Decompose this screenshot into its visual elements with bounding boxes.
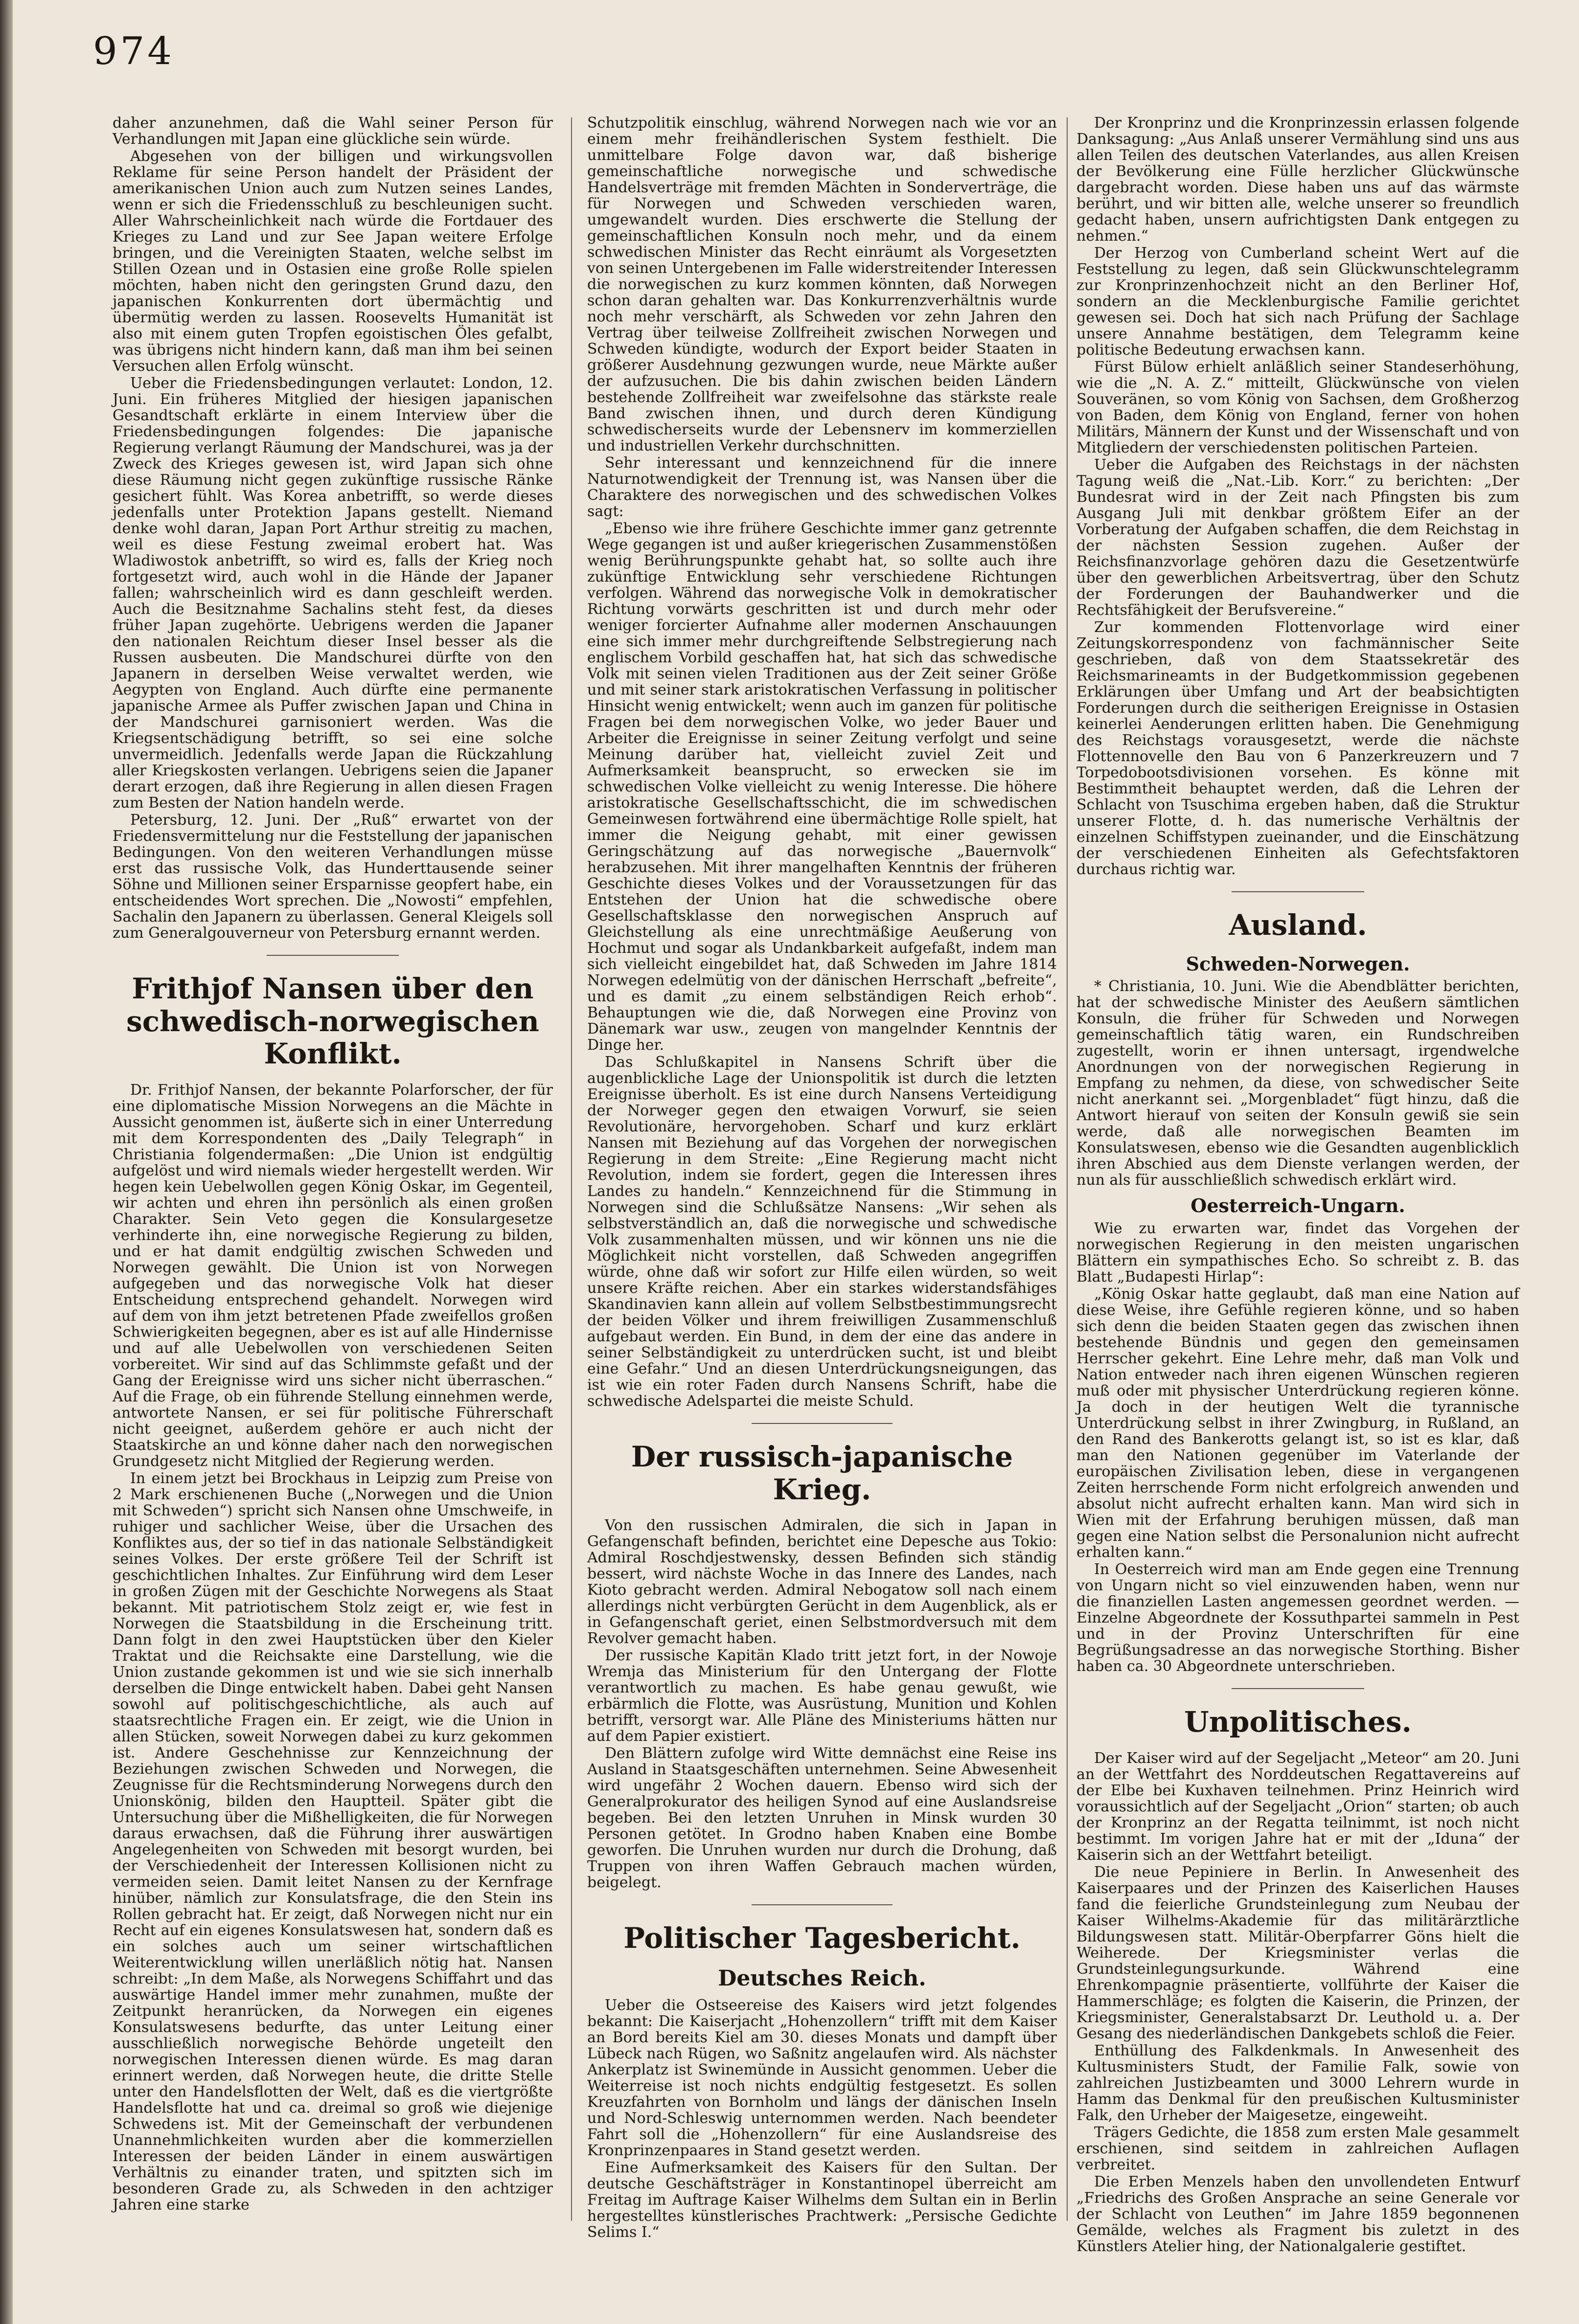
article-paragraph: Dr. Frithjof Nansen, der bekannte Polarforscher, der für eine diplomatische Mission Norwegens an die Mächte in Aussicht genommen ist, äußerte sich in einer Unterredung mit dem Korrespondenten des „Daily Telegraph“ in Christiania folgendermaßen: „Die Union ist endgültig aufgelöst und wird niemals wieder hergestellt werden. Wir hegen kein Uebelwollen gegen König Oskar, im Gegenteil, wir achten und ehren ihn persönlich als einen großen Charakter. Sein Veto gegen die Konsulargesetze verhinderte ihn, eine norwegische Regierung zu bilden, und er hat damit endgültig zwischen Schweden und Norwegen gewählt. Die Union ist von Norwegen aufgegeben und das norwegische Volk hat dieser Entscheidung entsprechend gehandelt. Norwegen wird auf dem von ihm jetzt betretenen Pfade zweifellos großen Schwierigkeiten begegnen, aber es ist auf alle Hindernisse und auf alle Uebelwollen von verschiedenen Seiten vorbereitet. Wir sind auf das Schlimmste gefaßt und der Gang der Ereignisse wird uns sicher nicht überraschen.“ Auf die Frage, ob ein führende Stellung einnehmen werde, antwortete Nansen, er sei für politische Führerschaft nicht geeignet, außerdem gehöre er auch nicht der Staatskirche an und könne daher nach den norwegischen Grundgesetz nicht Mitglied der Regierung werden. <box>113 1082 553 1470</box>
article-paragraph: Trägers Gedichte, die 1858 zum ersten Male gesammelt erschienen, sind seitdem in zahlreichen Auflagen verbreitet. <box>1076 2123 1519 2173</box>
column-rule-2 <box>1067 117 1068 2221</box>
article-paragraph: „Ebenso wie ihre frühere Geschichte immer ganz getrennte Wege gegangen ist und außer kriegerischen Zusammenstößen wenig Berührungspunkte gehabt hat, so sollte auch ihre zukünftige Entwicklung sehr verschiedene Richtungen verfolgen. Während das norwegische Volk in demokratischer Richtung vorwärts geschritten ist und durch mehr oder weniger forcierter Aufnahme aller modernen Anschauungen eine sich immer mehr durchgreiftende Selbstregierung nach englischem Vorbild geschaffen hat, hat sich das schwedische Volk mit seinen vielen Traditionen aus der Zeit seiner Größe und mit seiner stark aristokratischen Verfassung in politischer Hinsicht wenig entwickelt; wenn auch im ganzen für politische Fragen bei dem norwegischen Volke, wo jeder Bauer und Arbeiter die Ereignisse in seiner Zeitung verfolgt und seine Meinung darüber hat, vielleicht zuviel Zeit und Aufmerksamkeit beansprucht, so erwecken sie im schwedischen Volke vielleicht zu wenig Interesse. Die höhere aristokratische Gesellschaftsschicht, die im schwedischen Gemeinwesen fortwährend eine übermächtige Rolle spielt, hat immer die Neigung gehabt, mit einer gewissen Geringschätzung auf das norwegische „Bauernvolk“ herabzusehen. Mit ihrer mangelhaften Kenntnis der früheren Geschichte dieses Volkes und der Voraussetzungen für das Entstehen der Union hat die schwedische obere Gesellschaftsklasse den norwegischen Anspruch auf Gleichstellung als eine unrechtmäßige Aeußerung von Hochmut und sogar als Undankbarkeit aufgefaßt, indem man sich vielleicht eingebildet hat, daß Schweden im Jahre 1814 Norwegen edelmütig von der dänischen Herrschaft „befreite“, und es damit „zu einem selbständigen Reich erhob“. Behauptungen wie die, daß Norwegen eine Provinz von Dänemark war usw., zeugen von mangelnder Kenntnis der Dinge her. <box>587 520 1057 1054</box>
article-paragraph: Der Kronprinz und die Kronprinzessin erlassen folgende Danksagung: „Aus Anlaß unserer Vermählung sind uns aus allen Teilen des deutschen Vaterlandes, aus allen Kreisen der Bevölkerung eine Fülle herzlicher Glückwünsche dargebracht worden. Diese haben uns auf das wärmste berührt, und wir bitten alle, welche unserer so freundlich gedacht haben, unsern aufrichtigsten Dank entgegen zu nehmen.“ <box>1076 114 1519 245</box>
section-heading: Politischer Tagesbericht. <box>623 1921 1021 1955</box>
article-paragraph: Der Herzog von Cumberland scheint Wert auf die Feststellung zu legen, daß sein Glückwunschtelegramm zur Kronprinzenhochzeit nicht an den Berliner Hof, sondern an die Mecklenburgische Familie gerichtet gewesen sei. Doch hat sich nach Prüfung der Sachlage unsere Annahme bestätigen, dem Telegramm keine politische Bedeutung erwachsen kann. <box>1076 245 1519 359</box>
page-binding-edge <box>0 0 13 2324</box>
section-separator <box>1232 891 1365 892</box>
column-rule-1 <box>571 117 572 2221</box>
column-1 <box>113 115 553 2214</box>
article-paragraph: Der Kaiser wird auf der Segeljacht „Meteor“ am 20. Juni an der Wettfahrt des Norddeutschen Regattavereins auf der Elbe bei Kuxhaven teilnehmen. Prinz Heinrich wird voraussichtlich auf der Segeljacht „Orion“ starten; ob auch der Kronprinz an der Regatta teilnimmt, ist noch nicht bestimmt. Im vorigen Jahre hat er mit der „Iduna“ der Kaiserin sich an der Wettfahrt beteiligt. <box>1076 1749 1519 1864</box>
article-paragraph: Der russische Kapitän Klado tritt jetzt fort, in der Nowoje Wremja das Ministerium für den Untergang der Flotte verantwortlich zu machen. Es habe genau gewußt, wie erbärmlich die Flotte, was Ausrüstung, Munition und Kohlen betrifft, versorgt war. Alle Pläne des Ministeriums hätten nur auf dem Papier existiert. <box>587 1647 1057 1745</box>
article-paragraph: Ueber die Aufgaben des Reichstags in der nächsten Tagung weiß die „Nat.-Lib. Korr.“ zu berichten: „Der Bundesrat wird in der Zeit nach Pfingsten bis zum Ausgang Juli mit denkbar größtem Eifer an der Vorberatung der Aufgaben schaffen, die dem Reichstag in der nächsten Session zugehen. Außer der Reichsfinanzvorlage gehören dazu die Gesetzentwürfe über den gewerblichen Arbeitsvertrag, über den Schutz der Forderungen der Bauhandwerker und die Rechtsfähigkeit der Berufsvereine.“ <box>1076 456 1519 619</box>
column-2 <box>587 115 1057 2241</box>
article-paragraph: Eine Aufmerksamkeit des Kaisers für den Sultan. Der deutsche Geschäftsträger in Konstantinopel überreicht am Freitag im Auftrage Kaiser Wilhelms dem Sultan ein in Berlin hergestelltes künstlerisches Prachtwerk: „Persische Gedichte Selims I.“ <box>587 2159 1057 2241</box>
section-separator <box>752 1423 892 1424</box>
article-paragraph: Das Schlußkapitel in Nansens Schrift über die augenblickliche Lage der Unionspolitik ist durch die letzten Ereignisse überholt. Es ist eine durch Nansens Verteidigung der Norweger gegen den etwaigen Vorwurf, sie seien Revolutionäre, hervorgehoben. Scharf und kurz erklärt Nansen mit Beziehung auf das Vorgehen der norwegischen Regierung in dem Streite: „Eine Regierung macht nicht Revolution, indem sie fordert, gegen die Interessen ihres Landes zu handeln.“ Kennzeichnend für die Stimmung in Norwegen sind die Schlußsätze Nansens: „Wir sehen als selbstverständlich an, daß die norwegische und schwedische Volk zusammenhalten müssen, und wir können uns nie die Möglichkeit nicht vorstellen, daß Schweden angegriffen würde, ohne daß wir sofort zur Hilfe eilen würden, so weit unsere Kräfte reichen. Aber ein starkes widerstandsfähiges Skandinavien kann allein auf vollem Selbstbestimmungsrecht der beiden Völker und ihrem freiwilligen Zusammenschluß aufgebaut werden. Ein Bund, in dem der eine das andere in seiner Selbständigkeit zu unterdrücken sucht, ist und bleibt eine Gefahr.“ Und an diesen Unterdrückungsneigungen, das ist wie ein roter Faden durch Nansens Schrift, habe die schwedische Adelspartei die meiste Schuld. <box>587 1054 1057 1410</box>
section-heading: Frithjof Nansen über den schwedisch-norwegischen Konflikt. <box>126 972 539 1071</box>
article-paragraph: Den Blättern zufolge wird Witte demnächst eine Reise ins Ausland in Staatsgeschäften unternehmen. Seine Abwesenheit wird ungefähr 2 Wochen dauern. Ebenso wird sich der Generalprokurator des heiligen Synod auf eine Auslandsreise begeben. Bei den letzten Unruhen in Minsk wurden 30 Personen getötet. In Grodno haben Knaben eine Bombe geworfen. Die Unruhen wurden nur durch die Drohung, daß Truppen von ihren Waffen Gebrauch machen würden, beigelegt. <box>587 1745 1057 1892</box>
page-number: 974 <box>93 29 175 73</box>
section-heading: Deutsches Reich. <box>718 1966 926 1991</box>
article-paragraph: daher anzunehmen, daß die Wahl seiner Person für Verhandlungen mit Japan eine glückliche sein würde. <box>113 114 553 148</box>
section-separator <box>267 955 399 956</box>
section-heading: Oesterreich-Ungarn. <box>1190 1195 1405 1217</box>
article-paragraph: Von den russischen Admiralen, die sich in Japan in Gefangenschaft befinden, berichtet eine Depesche aus Tokio: Admiral Roschdjestwensky, dessen Befinden sich ständig bessert, wird nächste Woche in das Innere des Landes, nach Kioto gebracht werden. Admiral Nebogatow soll nach einem allerdings nicht verbürgten Gerücht in dem Augenblick, als er in Gefangenschaft geriet, einen Selbstmordversuch mit dem Revolver gemacht haben. <box>587 1517 1057 1647</box>
section-heading: Schweden-Norwegen. <box>1186 952 1410 975</box>
article-paragraph: In Oesterreich wird man am Ende gegen eine Trennung von Ungarn nicht so viel einzuwenden haben, wenn nur die finanziellen Lasten angemessen geordnet werden. — Einzelne Abgeordnete der Kossuthpartei sammeln in Pest und in der Provinz Unterschriften für eine Begrüßungsadresse an das norwegische Storthing. Bisher haben ca. 30 Abgeordnete unterschrieben. <box>1076 1561 1519 1675</box>
section-separator <box>752 1904 892 1905</box>
article-paragraph: * Christiania, 10. Juni. Wie die Abendblätter berichten, hat der schwedische Minister des Aeußern sämtlichen Konsuln, die früher für Schweden und Norwegen gemeinschaftlich tätig waren, ein Rundschreiben zugestellt, worin er ihnen untersagt, irgendwelche Anordnungen von der norwegischen Regierung in Empfang zu nehmen, da diese, von schwedischer Seite nicht anerkannt sei. „Morgenbladet“ fügt hinzu, daß die Antwort hierauf von seiten der Konsuln gewiß sie sein werde, daß alle norwegischen Beamten im Konsulatswesen, ebenso wie die Gesandten augenblicklich ihren Abschied aus dem Dienste verlangen werden, der nun als für ausschließlich schwedisch erklärt wird. <box>1076 978 1519 1189</box>
column-3 <box>1076 115 1519 2256</box>
article-paragraph: Enthüllung des Falkdenkmals. In Anwesenheit des Kultusministers Studt, der Familie Falk, sowie von zahlreichen Justizbeamten und 3000 Lehrern wurde in Hamm das Denkmal für den preußischen Kultusminister Falk, den Urheber der Maigesetze, eingeweiht. <box>1076 2042 1519 2124</box>
article-paragraph: Sehr interessant und kennzeichnend für die innere Naturnotwendigkeit der Trennung ist, was Nansen über die Charaktere des norwegischen und des schwedischen Volkes sagt: <box>587 454 1057 520</box>
section-heading: Der russisch-japanische Krieg. <box>631 1440 1013 1506</box>
section-separator <box>1232 1688 1365 1689</box>
article-paragraph: In einem jetzt bei Brockhaus in Leipzig zum Preise von 2 Mark erschienenen Buche („Norwegen und die Union mit Schweden“) spricht sich Nansen ohne Umschweife, in ruhiger und sachlicher Weise, über die Ursachen des Konfliktes aus, der so tief in das nationale Selbständigkeit seines Volkes. Der erste größere Teil der Schrift ist geschichtlichen Inhaltes. Zur Einführung wird dem Leser in großen Zügen mit der Geschichte Norwegens als Staat bekannt. Mit patriotischem Stolz zeigt er, wie fest in Norwegen die Staatsbildung in die Erscheinung tritt. Dann folgt in den zwei Hauptstücken über den Kieler Traktat und die Reichsakte eine Darstellung, wie die Union zustande gekommen ist und wie sie sich innerhalb derselben die Dinge entwickelt haben. Dabei geht Nansen sowohl auf politischgeschichtliche, als auch auf staatsrechtliche Fragen ein. Er zeigt, wie die Union in allen Stücken, soweit Norwegen dabei zu kurz gekommen ist. Andere Geschehnisse zur Kennzeichnung der Beziehungen zwischen Schweden und Norwegen, die Zeugnisse für die Rechtsminderung Norwegens durch den Unionskönig, bilden den Hauptteil. Später gibt die Untersuchung über die Mißhelligkeiten, die für Norwegen daraus erwachsen, daß die Führung ihrer auswärtigen Angelegenheiten von Schweden mit besorgt wurden, bei der Verschiedenheit der Interessen Kollisionen nicht zu vermeiden seien. Damit leitet Nansen zu der Kernfrage hinüber, nämlich zur Konsulatsfrage, die den Stein ins Rollen gebracht hat. Er zeigt, daß Norwegen nicht nur ein Recht auf ein eigenes Konsulatswesen hat, sondern daß es ein solches auch um seiner wirtschaftlichen Weiterentwicklung willen unerläßlich nötig hat. Nansen schreibt: „In dem Maße, als Norwegens Schiffahrt und das auswärtige Handel immer mehr zunahmen, mußte der Zeitpunkt heranrücken, da Norwegen ein eigenes Konsulatswesens bedurfte, das unter Leitung einer ausschließlich norwegische Behörde ungeteilt den norwegischen Interessen dienen würde. Es mag daran erinnert werden, daß Norwegen heute, die dritte Stelle unter den Handelsflotten der Welt, daß es die viertgrößte Handelsflotte hat und ca. dreimal so groß wie diejenige Schwedens ist. Mit der Gemeinschaft der verbundenen Unannehmlichkeiten wurden aber die kommerziellen Interessen der beiden Länder in einem auswärtigen Verhältnis zu einander traten, und spitzten sich im besonderen Grade zu, als Schweden in den achtziger Jahren eine starke <box>113 1470 553 2214</box>
article-paragraph: „König Oskar hatte geglaubt, daß man eine Nation auf diese Weise, ihre Gefühle regieren könne, und so haben sich denn die beiden Staaten gegen das zwischen ihnen bestehende Bündnis und gegen den gemeinsamen Herrscher gekehrt. Eine Lehre mehr, daß man Volk und Nation entweder nach ihren eigenen Wünschen regieren muß oder mit physischer Unterdrückung regieren könne. Ja doch in der heutigen Welt die tyrannische Unterdrückung selbst in ihrer Zwingburg, in Rußland, an den Rand des Bankerotts gelangt ist, so ist es klar, daß man den Nationen gegenüber im Vaterlande der europäischen Zivilisation leben, diese in vergangenen Zeiten herrschende Form nicht erfolgreich anwenden und absolut nicht aufrecht erhalten kann. Man wird sich in Wien mit der Erfahrung beruhigen müssen, daß man gegen eine Nation selbst die Personalunion nicht aufrecht erhalten kann.“ <box>1076 1286 1519 1561</box>
article-paragraph: Petersburg, 12. Juni. Der „Ruß“ erwartet von der Friedensvermittelung nur die Feststellung der japanischen Bedingungen. Von den weiteren Verhandlungen müsse erst das russische Volk, das Hunderttausende seiner Söhne und Millionen seiner Ersparnisse geopfert habe, ein entscheidendes Wort sprechen. Die „Nowosti“ empfehlen, Sachalin den Japanern zu überlassen. General Kleigels soll zum Generalgouverneur von Petersburg ernannt werden. <box>113 812 553 942</box>
article-paragraph: Fürst Bülow erhielt anläßlich seiner Standeserhöhung, wie die „N. A. Z.“ mitteilt, Glückwünsche von vielen Souveränen, so vom König von Sachsen, dem Großherzog von Baden, dem König von England, ferner von hohen Militärs, Männern der Kunst und der Wissenschaft und von Mitgliedern der verschiedensten politischen Parteien. <box>1076 359 1519 456</box>
article-paragraph: Wie zu erwarten war, findet das Vorgehen der norwegischen Regierung in den meisten ungarischen Blättern ein sympathisches Echo. So schreibt z. B. das Blatt „Budapesti Hirlap“: <box>1076 1220 1519 1286</box>
article-paragraph: Ueber die Friedensbedingungen verlautet: London, 12. Juni. Ein früheres Mitglied der hiesigen japanischen Gesandtschaft erklärte in einem Interview über die Friedensbedingungen folgendes: Die japanische Regierung verlangt Räumung der Mandschurei, was ja der Zweck des Krieges gewesen ist, wird Japan sich ohne diese Räumung nicht gegen zukünftige russische Ränke gesichert fühlt. Was Korea anbetrifft, so werde dieses jedenfalls unter Protektion Japans gestellt. Niemand denke wohl daran, Japan Port Arthur streitig zu machen, weil es diese Festung zweimal erobert hat. Was Wladiwostok anbetrifft, so wird es, falls der Krieg noch fortgesetzt wird, auch wohl in die Hände der Japaner fallen; wahrscheinlich wird es dann geschleift werden. Auch die Besitznahme Sachalins steht fest, da dieses früher Japan zugehörte. Uebrigens werden die Japaner den nationalen Reichtum dieser Insel besser als die Russen ausbeuten. Die Mandschurei dürfte von den Japanern in derselben Weise verwaltet werden, wie Aegypten von England. Auch dürfte eine permanente japanische Armee als Puffer zwischen Japan und China in der Mandschurei garnisoniert werden. Was die Kriegsentschädigung betrifft, so sei eine solche unvermeidlich. Jedenfalls werde Japan die Rückzahlung aller Kriegskosten verlangen. Uebrigens seien die Japaner derart erzogen, daß ihre Regierung in allen diesen Fragen zum Besten der Nation handeln werde. <box>113 375 553 812</box>
section-heading: Unpolitisches. <box>1184 1705 1412 1739</box>
article-paragraph: Schutzpolitik einschlug, während Norwegen nach wie vor an einem mehr freihändlerischen System festhielt. Die unmittelbare Folge davon war, daß bisherige gemeinschaftliche norwegische und schwedische Handelsverträge mit fremden Mächten in Sonderverträge, die für Norwegen und Schweden verschieden waren, umgewandelt wurden. Dies erschwerte die Stellung der gemeinschaftlichen Konsuln noch mehr, und da einem schwedischen Minister das Recht einräumt als Vorgesetzten von seinen Untergebenen im Falle widerstreitender Interessen die norwegischen zu kurz kommen könnten, daß Norwegen schon daran gehalten war. Das Konkurrenzverhältnis wurde noch mehr verschärft, als Schweden vor zehn Jahren den Vertrag über teilweise Zollfreiheit zwischen Norwegen und Schweden kündigte, wodurch der Export beider Staaten in größerer Ausdehnung gezwungen wurde, neue Märkte außer der aufzusuchen. Die bis dahin zwischen beiden Ländern bestehende Zollfreiheit war zweifelsohne das stärkste reale Band zwischen ihnen, und durch deren Kündigung schwedischerseits wurde der Lebensnerv im kommerziellen und industriellen Verkehr durchschnitten. <box>587 114 1057 454</box>
article-paragraph: Die neue Pepiniere in Berlin. In Anwesenheit des Kaiserpaares und der Prinzen des Kaiserlichen Hauses fand die feierliche Grundsteinlegung zum Neubau der Kaiser Wilhelms-Akademie für das militärärztliche Bildungswesen statt. Militär-Oberpfarrer Göns hielt die Weiherede. Der Kriegsminister verlas die Grundsteinlegungsurkunde. Während eine Ehrenkompagnie präsentierte, vollführte der Kaiser die Hammerschläge; es folgten die Kaiserin, die Prinzen, der Kriegsminister, Generalstabsarzt Dr. Leuthold u. a. Der Gesang des niederländischen Dankgebets schloß die Feier. <box>1076 1863 1519 2042</box>
article-paragraph: Zur kommenden Flottenvorlage wird einer Zeitungskorrespondenz von fachmännischer Seite geschrieben, daß von dem Staatssekretär des Reichsmarineamts in der Budgetkommission gegebenen Erklärungen über Umfang und Art der beabsichtigten Forderungen durch die seitherigen Ereignisse in Ostasien keinerlei Aenderungen erlitten haben. Die Genehmigung des Reichstags vorausgesetzt, werde die nächste Flottennovelle den Bau von 6 Panzerkreuzern und 7 Torpedobootsdivisionen vorsehen. Es könne mit Bestimmtheit behauptet werden, daß die Lehren der Schlacht von Tsuschima ergeben haben, daß die Struktur unserer Flotte, d. h. das numerische Verhältnis der einzelnen Schiffstypen zueinander, und die Einschätzung der verschiedenen Einheiten als Gefechtsfaktoren durchaus richtig war. <box>1076 619 1519 878</box>
section-heading: Ausland. <box>1229 908 1367 942</box>
article-paragraph: Abgesehen von der billigen und wirkungsvollen Reklame für seine Person handelt der Präsident der amerikanischen Union auch zum Nutzen seines Landes, wenn er sich die Friedensschluß zu beschleunigen sucht. Aller Wahrscheinlichkeit nach würde die Fortdauer des Krieges zu Land und zur See Japan weitere Erfolge bringen, und die Vereinigten Staaten, welche selbst im Stillen Ozean und in Ostasien eine große Rolle spielen möchten, haben nicht den geringsten Grund dazu, den japanischen Konkurrenten dort übermächtig und übermütig werden zu lassen. Roosevelts Humanität ist also mit einem guten Tropfen egoistischen Öles gefalbt, was übrigens nicht hindern kann, daß man ihm bei seinen Versuchen allen Erfolg wünscht. <box>113 148 553 375</box>
article-paragraph: Die Erben Menzels haben den unvollendeten Entwurf „Friedrichs des Großen Ansprache an seine Generale vor der Schlacht von Leuthen“ im Jahre 1859 begonnenen Gemälde, welches als Fragment bis zuletzt in des Künstlers Atelier hing, der Nationalgalerie gestiftet. <box>1076 2173 1519 2255</box>
article-paragraph: Ueber die Ostseereise des Kaisers wird jetzt folgendes bekannt: Die Kaiserjacht „Hohenzollern“ trifft mit dem Kaiser an Bord bereits Kiel am 30. dieses Monats und dampft über Lübeck nach Rügen, wo Saßnitz angelaufen wird. Als nächster Ankerplatz ist Swinemünde in Aussicht genommen. Ueber die Weiterreise ist noch nichts endgültig festgesetzt. Es sollen Kreuzfahrten von Bornholm und längs der dänischen Inseln und Nord-Schleswig unternommen werden. Nach beendeter Fahrt soll die „Hohenzollern“ für eine Auslandsreise des Kronprinzenpaares in Stand gesetzt werden. <box>587 1996 1057 2159</box>
